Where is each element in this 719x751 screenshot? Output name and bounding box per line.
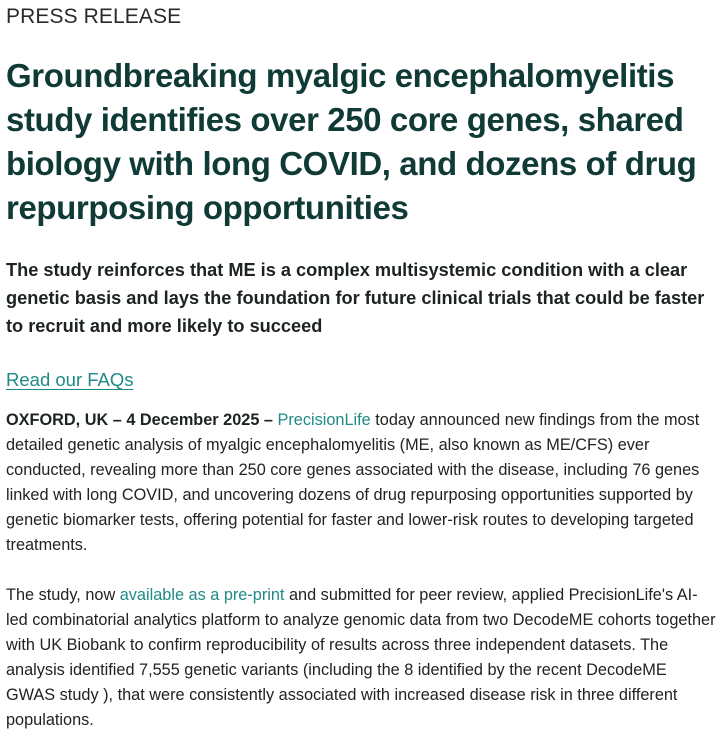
- body-paragraph-2: [6, 583, 716, 733]
- press-release: [6, 0, 716, 733]
- paragraph-2-text: and submitted for peer review, applied PrecisionLife's AI-led combinatorial analytics platform to analyze genomic data from two DecodeME cohorts together with UK Biobank to confirm reproducibility of results across three independent datasets. The analysis identified 7,555 genetic variants (including the 8 identified by the recent DecodeME GWAS study ), that were consistently associated with increased disease risk in three different populations.: [6, 586, 716, 729]
- paragraph-1-text: today announced new findings from the most detailed genetic analysis of myalgic encephalomyelitis (ME, also known as ME/CFS) ever conducted, revealing more than 250 core genes associated with the disease, including 76 genes linked with long COVID, and uncovering dozens of drug repurposing opportunities supported by genetic biomarker tests, offering potential for faster and lower-risk routes to developing targeted treatments.: [6, 411, 700, 554]
- body-paragraph-1: [6, 408, 716, 558]
- precisionlife-link[interactable]: PrecisionLife: [277, 411, 371, 429]
- headline: Groundbreaking myalgic encephalomyelitis study identifies over 250 core genes, shared biology with long COVID, and dozens of drug repurposing opportunities: [6, 57, 697, 226]
- press-release-label: PRESS RELEASE: [6, 5, 182, 28]
- faq-link[interactable]: Read our FAQs: [6, 369, 134, 390]
- paragraph-2-lead: The study, now: [6, 586, 116, 604]
- subheadline: The study reinforces that ME is a complex multisystemic condition with a clear genetic basis and lays the foundation for future clinical trials that could be faster to recruit and more likely to succeed: [6, 260, 705, 336]
- dateline: OXFORD, UK – 4 December 2025 –: [6, 411, 273, 429]
- preprint-link[interactable]: available as a pre-print: [119, 586, 285, 604]
